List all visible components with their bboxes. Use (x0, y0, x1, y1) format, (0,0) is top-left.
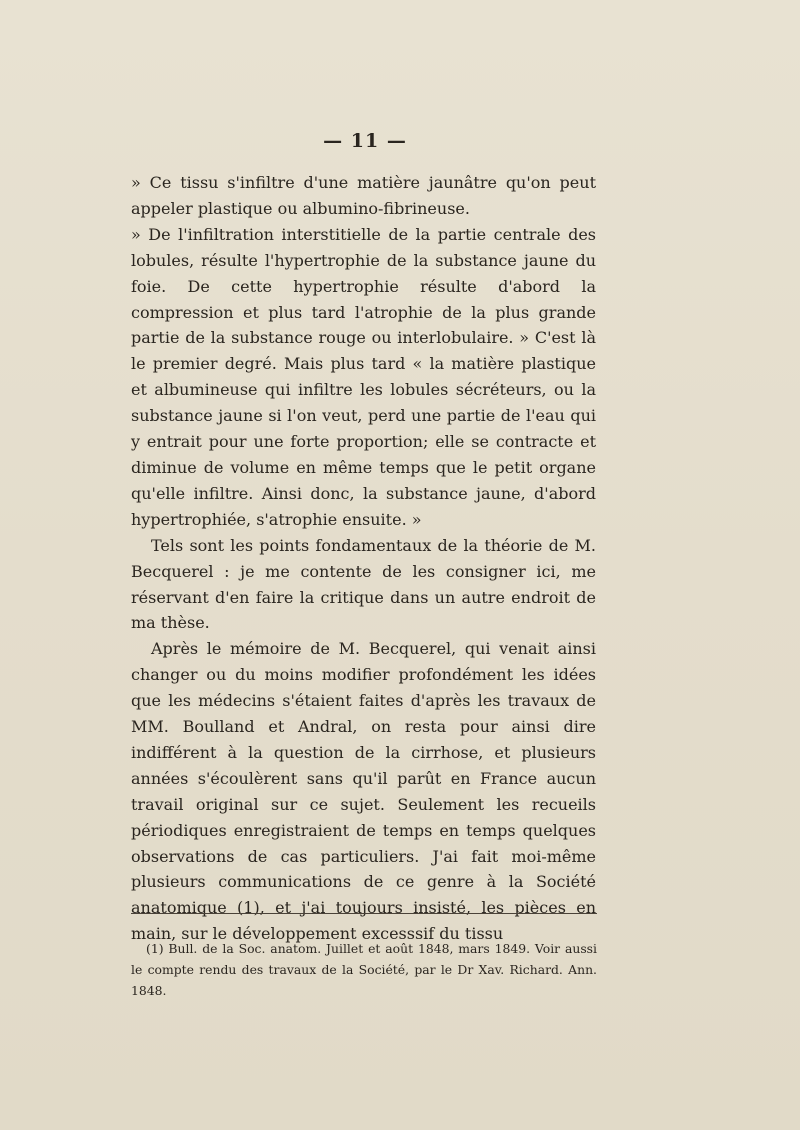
paragraph-4: Après le mémoire de M. Becquerel, qui venait ainsi changer ou du moins modifier profondément les idées que les médecins s'étaient faites d'après les travaux de MM. Boulland et Andral, on resta pour ainsi dire indifférent à la question de la cirrhose, et plusieurs années s'écoulèrent sans qu'il parût en France aucun travail original sur ce sujet. Seulement les recueils périodiques enregistraient de temps en temps quelques observations de cas particuliers. J'ai fait moi-même plusieurs communications de ce genre à la Société anatomique (1), et j'ai toujours insisté, les pièces en main, sur le développement excesssif du tissu (131, 639, 596, 944)
paragraph-3: Tels sont les points fondamentaux de la théorie de M. Becquerel : je me contente de les consigner ici, me réservant d'en faire la critique dans un autre endroit de ma thèse. (131, 535, 596, 633)
paragraph-2: » De l'infiltration interstitielle de la partie centrale des lobules, résulte l'hypertrophie de la substance jaune du foie. De cette hypertrophie résulte d'abord la compression et plus tard l'atrophie de la plus grande partie de la substance rouge ou interlobulaire. » C'est là le premier degré. Mais plus tard « la matière plastique et albumineuse qui infiltre les lobules sécréteurs, ou la substance jaune si l'on veut, perd une partie de l'eau qui y entrait pour une forte proportion; elle se contracte et diminue de volume en même temps que le petit organe qu'elle infiltre. Ainsi donc, la substance jaune, d'abord hypertrophiée, s'atrophie ensuite. » (131, 224, 596, 529)
page-number: — 11 — (323, 130, 407, 152)
body-text (131, 170, 596, 947)
footnote-text: (1) Bull. de la Soc. anatom. Juillet et août 1848, mars 1849. Voir aussi le compte rendu des travaux de la Société, par le Dr Xav. Richard. Ann. 1848. (131, 941, 597, 998)
footnote (131, 938, 597, 1001)
footnote-divider (131, 913, 597, 914)
paragraph-1: » Ce tissu s'infiltre d'une matière jaunâtre qu'on peut appeler plastique ou albumino-fibrineuse. (131, 173, 596, 218)
